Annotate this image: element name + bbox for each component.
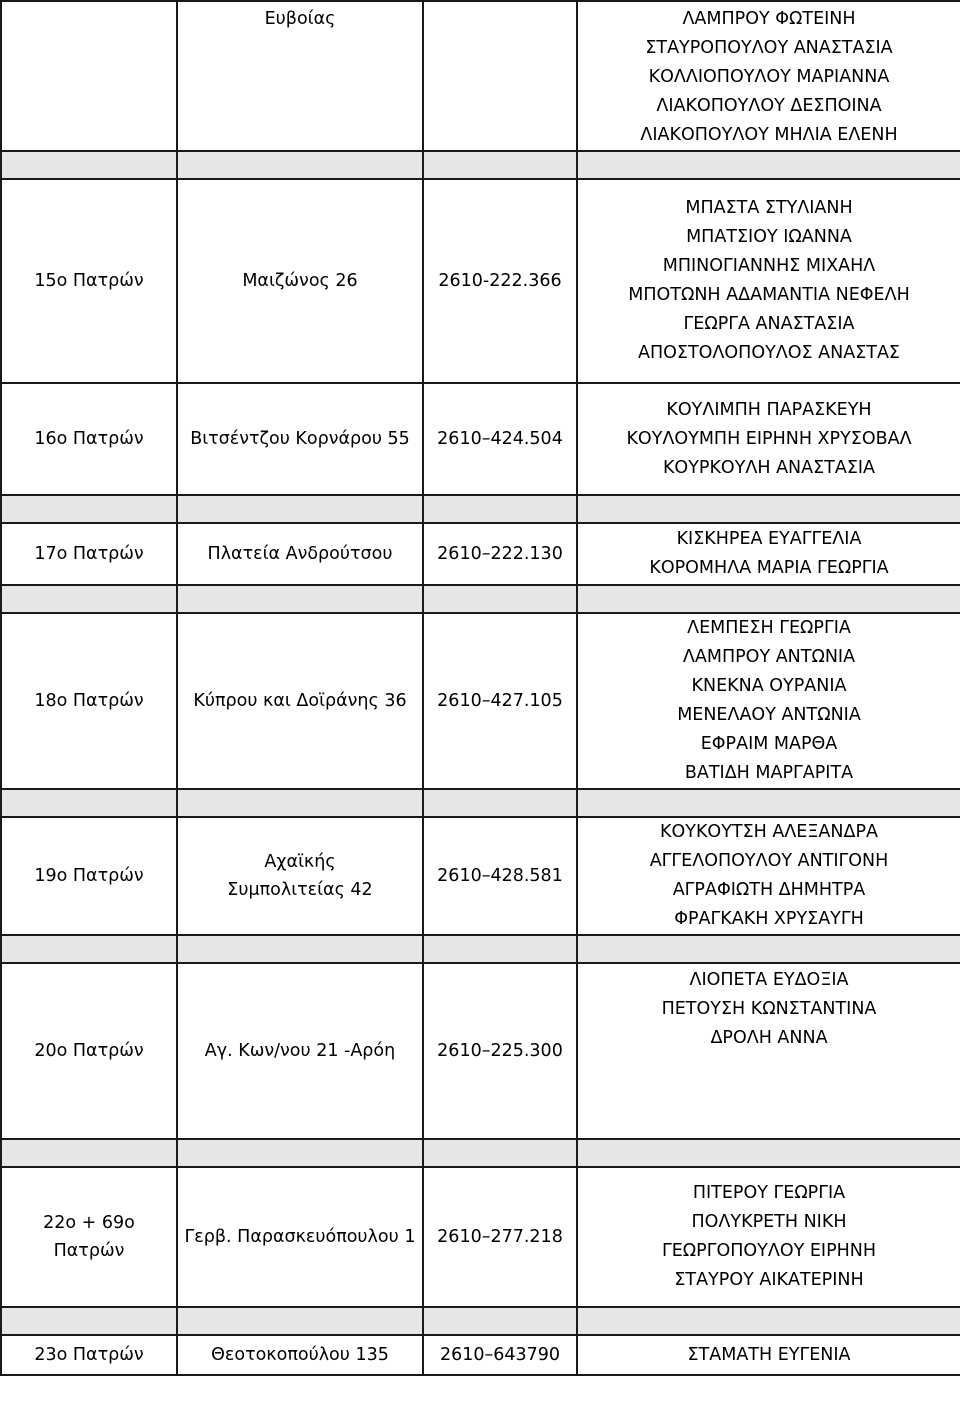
phone-number: 2610–427.105 [437, 690, 563, 711]
address-cell [177, 963, 423, 1139]
name-entry: ΣΤΑΥΡΟΠΟΥΛΟΥ ΑΝΑΣΤΑΣΙΑ [645, 38, 893, 58]
school-cell [1, 1, 177, 151]
table-row [1, 613, 960, 789]
name-entry: ΒΑΤΙΔΗ ΜΑΡΓΑΡΙΤΑ [684, 763, 854, 783]
table-row [1, 1167, 960, 1307]
name-entry: ΣΤΑΜΑΤΗ ΕΥΓΕΝΙΑ [687, 1344, 851, 1365]
separator-row [1, 1139, 960, 1167]
phone-cell [423, 963, 577, 1139]
name-entry: ΜΠΑΤΣΙΟΥ ΙΩΑΝΝΑ [686, 227, 852, 247]
name-entry: ΓΕΩΡΓΑ ΑΝΑΣΤΑΣΙΑ [683, 314, 855, 334]
address-text: Αχαϊκής Συμπολιτείας 42 [227, 852, 373, 900]
names-cell [577, 523, 960, 585]
name-entry: ΜΠΑΣΤΑ ΣΤΥΛΙΑΝΗ [685, 198, 853, 218]
names-cell [577, 383, 960, 495]
address-cell [177, 383, 423, 495]
table-row [1, 383, 960, 495]
separator-row [1, 1307, 960, 1335]
school-cell [1, 179, 177, 383]
school-cell [1, 1335, 177, 1375]
school-name: 17ο Πατρών [34, 543, 144, 564]
address-text: Πλατεία Ανδρούτσου [207, 543, 393, 564]
table-row [1, 179, 960, 383]
names-cell [577, 963, 960, 1139]
school-name: 15ο Πατρών [34, 271, 144, 291]
phone-cell [423, 179, 577, 383]
school-cell [1, 523, 177, 585]
name-entry: ΚΟΥΛΙΜΠΗ ΠΑΡΑΣΚΕΥΗ [666, 399, 872, 420]
phone-cell [423, 613, 577, 789]
name-entry: ΑΓΡΑΦΙΩΤΗ ΔΗΜΗΤΡΑ [672, 880, 866, 900]
address-cell [177, 1335, 423, 1375]
table-row [1, 963, 960, 1139]
names-cell [577, 613, 960, 789]
name-entry: ΕΦΡΑΙΜ ΜΑΡΘΑ [700, 734, 838, 754]
table-row [1, 1335, 960, 1375]
school-name: 19ο Πατρών [34, 865, 144, 886]
name-entry: ΦΡΑΓΚΑΚΗ ΧΡΥΣΑΥΓΗ [674, 909, 864, 929]
address-text: Ευβοίας [264, 9, 336, 29]
names-cell [577, 1167, 960, 1307]
separator-row [1, 789, 960, 817]
name-entry: ΚΟΥΛΟΥΜΠΗ ΕΙΡΗΝΗ ΧΡΥΣΟΒΑΛ [626, 428, 912, 449]
school-cell [1, 817, 177, 935]
name-entry: ΑΠΟΣΤΟΛΟΠΟΥΛΟΣ ΑΝΑΣΤΑΣ [638, 343, 900, 363]
name-entry: ΛΕΜΠΕΣΗ ΓΕΩΡΓΙΑ [687, 618, 851, 638]
address-cell [177, 817, 423, 935]
phone-number: 2610-222.366 [438, 270, 562, 291]
school-name: 18ο Πατρών [34, 690, 144, 711]
name-entry: ΓΕΩΡΓΟΠΟΥΛΟΥ ΕΙΡΗΝΗ [661, 1241, 877, 1261]
names-cell [577, 179, 960, 383]
address-text: Μαιζώνος 26 [242, 270, 358, 291]
phone-number: 2610–424.504 [437, 428, 563, 449]
phone-cell [423, 817, 577, 935]
name-entry: ΚΟΡΟΜΗΛΑ ΜΑΡΙΑ ΓΕΩΡΓΙΑ [649, 558, 889, 578]
name-entry: ΔΡΟΛΗ ΑΝΝΑ [710, 1028, 828, 1048]
name-entry: ΣΤΑΥΡΟΥ ΑΙΚΑΤΕΡΙΝΗ [674, 1270, 864, 1290]
name-entry: ΜΠΟΤΩΝΗ ΑΔΑΜΑΝΤΙΑ ΝΕΦΕΛΗ [628, 285, 910, 305]
name-entry: ΚΝΕΚΝΑ ΟΥΡΑΝΙΑ [691, 676, 847, 696]
address-cell [177, 1167, 423, 1307]
phone-cell [423, 1, 577, 151]
address-text: Γερβ. Παρασκευόπουλου 1 [184, 1227, 416, 1247]
name-entry: ΛΙΑΚΟΠΟΥΛΟΥ ΔΕΣΠΟΙΝΑ [656, 96, 882, 116]
separator-row [1, 585, 960, 613]
separator-row [1, 935, 960, 963]
phone-cell [423, 1335, 577, 1375]
address-text: Βιτσέντζου Κορνάρου 55 [190, 428, 410, 449]
phone-number: 2610–277.218 [437, 1226, 563, 1247]
separator-row [1, 151, 960, 179]
table-row [1, 523, 960, 585]
phone-cell [423, 383, 577, 495]
phone-cell [423, 1167, 577, 1307]
school-cell [1, 383, 177, 495]
address-cell [177, 523, 423, 585]
name-entry: ΠΙΤΕΡΟΥ ΓΕΩΡΓΙΑ [692, 1183, 846, 1203]
names-cell [577, 1, 960, 151]
name-entry: ΑΓΓΕΛΟΠΟΥΛΟΥ ΑΝΤΙΓΟΝΗ [649, 851, 889, 871]
name-entry: ΛΑΜΠΡΟΥ ΑΝΤΩΝΙΑ [682, 647, 856, 667]
school-cell [1, 963, 177, 1139]
name-entry: ΠΕΤΟΥΣΗ ΚΩΝΣΤΑΝΤΙΝΑ [661, 999, 877, 1019]
school-cell [1, 613, 177, 789]
name-entry: ΚΙΣΚΗΡΕΑ ΕΥΑΓΓΕΛΙΑ [676, 529, 862, 549]
phone-cell [423, 523, 577, 585]
phone-number: 2610–225.300 [437, 1040, 563, 1061]
school-name: 22ο + 69ο Πατρών [43, 1213, 135, 1261]
school-name: 23ο Πατρών [34, 1344, 144, 1365]
name-entry: ΜΕΝΕΛΑΟΥ ΑΝΤΩΝΙΑ [677, 705, 861, 725]
name-entry: ΠΟΛΥΚΡΕΤΗ ΝΙΚΗ [691, 1212, 847, 1232]
name-entry: ΚΟΥΚΟΥΤΣΗ ΑΛΕΞΑΝΔΡΑ [660, 822, 878, 842]
address-text: Θεοτοκοπούλου 135 [211, 1344, 389, 1365]
name-entry: ΛΙΟΠΕΤΑ ΕΥΔΟΞΙΑ [689, 970, 849, 990]
school-name: 20ο Πατρών [34, 1040, 144, 1061]
address-cell [177, 1, 423, 151]
address-cell [177, 179, 423, 383]
names-cell [577, 1335, 960, 1375]
phone-number: 2610–222.130 [437, 543, 563, 564]
name-entry: ΜΠΙΝΟΓΙΑΝΝΗΣ ΜΙΧΑΗΛ [662, 256, 876, 276]
names-cell [577, 817, 960, 935]
school-cell [1, 1167, 177, 1307]
name-entry: ΛΙΑΚΟΠΟΥΛΟΥ ΜΗΛΙΑ ΕΛΕΝΗ [640, 125, 898, 145]
phone-number: 2610–428.581 [437, 865, 563, 886]
table-row [1, 1, 960, 151]
separator-row [1, 495, 960, 523]
address-text: Αγ. Κων/νου 21 -Αρόη [204, 1040, 396, 1061]
table-row [1, 817, 960, 935]
name-entry: ΚΟΛΛΙΟΠΟΥΛΟΥ ΜΑΡΙΑΝΝΑ [648, 67, 890, 87]
phone-number: 2610–643790 [439, 1344, 561, 1365]
name-entry: ΚΟΥΡΚΟΥΛΗ ΑΝΑΣΤΑΣΙΑ [662, 457, 876, 478]
name-entry: ΛΑΜΠΡΟΥ ΦΩΤΕΙΝΗ [682, 9, 856, 29]
school-name: 16ο Πατρών [34, 428, 144, 449]
address-cell [177, 613, 423, 789]
address-text: Κύπρου και Δοϊράνης 36 [193, 690, 407, 711]
